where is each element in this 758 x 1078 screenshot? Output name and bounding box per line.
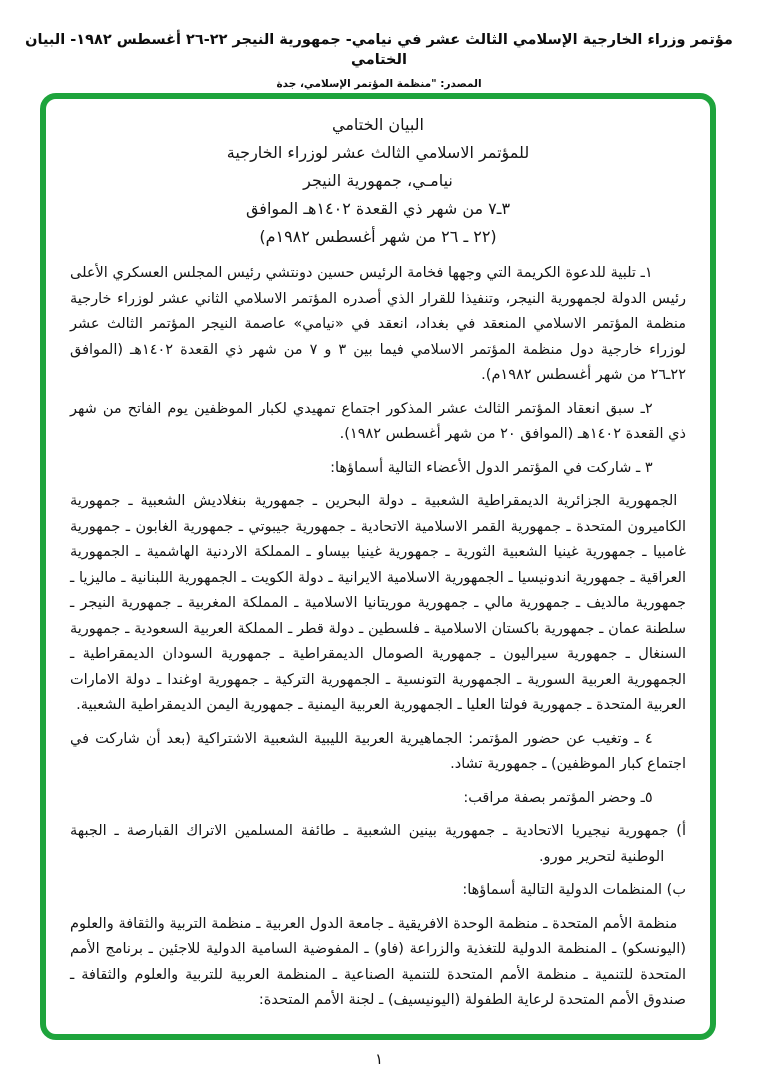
- doc-paragraph: ٤ ـ وتغيب عن حضور المؤتمر: الجماهيرية العربية الليبية الشعبية الاشتراكية (بعد أن شاركت في اجتماع كبار الموظفين) ـ جمهورية تشاد.: [70, 730, 686, 772]
- doc-paragraph: ٢ـ سبق انعقاد المؤتمر الثالث عشر المذكور اجتماع تمهيدي لكبار الموظفين يوم الفاتح من شهر ذي القعدة ١٤٠٢هـ (الموافق ٢٠ من شهر أغسطس ١٩٨٢).: [70, 400, 686, 442]
- doc-paragraph: ١ـ تلبية للدعوة الكريمة التي وجهها فخامة الرئيس حسين دونتشي رئيس المجلس العسكري الأعلى رئيس الدولة لجمهورية النيجر، وتنفيذا للقرار الذي أصدره المؤتمر الاسلامي الثاني عشر لوزراء خارجية منظمة المؤتمر الاسلامي المنعقد في بغداد، انعقد في «نيامي» عاصمة النيجر المؤتمر الثالث عشر لوزراء خارجية دول منظمة المؤتمر الاسلامي فيما بين ٣ و ٧ من شهر ذي القعدة ١٤٠٢هـ (الموافق ٢٢ـ٢٦ من شهر أغسطس ١٩٨٢م).: [70, 265, 686, 383]
- page-header-title: مؤتمر وزراء الخارجية الإسلامي الثالث عشر في نيامي- جمهورية النيجر ٢٢-٢٦ أغسطس ١٩٨٢- البيان الختامي: [25, 32, 733, 68]
- document-title-block: [70, 111, 686, 251]
- doc-paragraph: ٣ ـ شاركت في المؤتمر الدول الأعضاء التالية أسماؤها:: [330, 459, 653, 476]
- doc-paragraph: الجمهورية الجزائرية الديمقراطية الشعبية ـ دولة البحرين ـ جمهورية بنغلاديش الشعبية ـ جمهورية الكاميرون المتحدة ـ جمهورية القمر الاسلامية الاتحادية ـ جمهورية جيبوتي ـ جمهورية الغابون ـ جمهورية غامبيا ـ جمهورية غينيا الشعبية الثورية ـ جمهورية غينيا بيساو ـ المملكة الاردنية الهاشمية ـ الجمهورية العراقية ـ جمهورية اندونيسيا ـ الجمهورية الاسلامية الايرانية ـ دولة الكويت ـ الجمهورية اللبنانية ـ ماليزيا ـ جمهورية مالديف ـ جمهورية مالي ـ جمهورية موريتانيا الاسلامية ـ المملكة المغربية ـ جمهورية النيجر ـ سلطنة عمان ـ جمهورية باكستان الاسلامية ـ فلسطين ـ دولة قطر ـ المملكة العربية السعودية ـ جمهورية السنغال ـ جمهورية سيراليون ـ جمهورية الصومال الديمقراطية ـ جمهورية السودان الديمقراطية ـ الجمهورية العربية السورية ـ الجمهورية التونسية ـ الجمهورية التركية ـ جمهورية اوغندا ـ دولة الامارات العربية المتحدة ـ جمهورية فولتا العليا ـ الجمهورية العربية اليمنية ـ جمهورية اليمن الديمقراطية الشعبية.: [70, 493, 686, 713]
- page-number: ١: [374, 1050, 384, 1068]
- doc-title-line: نيامـي، جمهورية النيجر: [303, 171, 453, 190]
- document-body: [70, 261, 686, 1014]
- document-border-box: [40, 93, 716, 1040]
- doc-paragraph: ٥ـ وحضر المؤتمر بصفة مراقب:: [463, 789, 653, 806]
- doc-paragraph: منظمة الأمم المتحدة ـ منظمة الوحدة الافريقية ـ جامعة الدول العربية ـ منظمة التربية والثقافة والعلوم (اليونسكو) ـ المنظمة الدولية للتغذية والزراعة (فاو) ـ المفوضية السامية الدولية للاجئين ـ برنامج الأمم المتحدة للتنمية ـ منظمة الأمم المتحدة للتنمية الصناعية ـ المنظمة العربية للتربية والعلوم والثقافة ـ صندوق الأمم المتحدة لرعاية الطفولة (اليونيسيف) ـ لجنة الأمم المتحدة:: [70, 915, 686, 1008]
- doc-paragraph: ب) المنظمات الدولية التالية أسماؤها:: [462, 882, 686, 898]
- page-header-source: المصدر: "منظمة المؤتمر الإسلامي، جدة: [276, 78, 482, 90]
- doc-title-line: البيان الختامي: [332, 115, 424, 134]
- doc-title-line: للمؤتمر الاسلامي الثالث عشر لوزراء الخارجية: [226, 143, 530, 162]
- doc-title-line: ٣ـ٧ من شهر ذي القعدة ١٤٠٢هـ الموافق: [245, 199, 511, 218]
- doc-title-line: (٢٢ ـ ٢٦ من شهر أغسطس ١٩٨٢م): [259, 227, 497, 246]
- doc-paragraph: أ) جمهورية نيجيريا الاتحادية ـ جمهورية بينين الشعبية ـ طائفة المسلمين الاتراك القبارصة ـ الجبهة الوطنية لتحرير مورو.: [70, 823, 686, 865]
- page-header: [0, 0, 758, 90]
